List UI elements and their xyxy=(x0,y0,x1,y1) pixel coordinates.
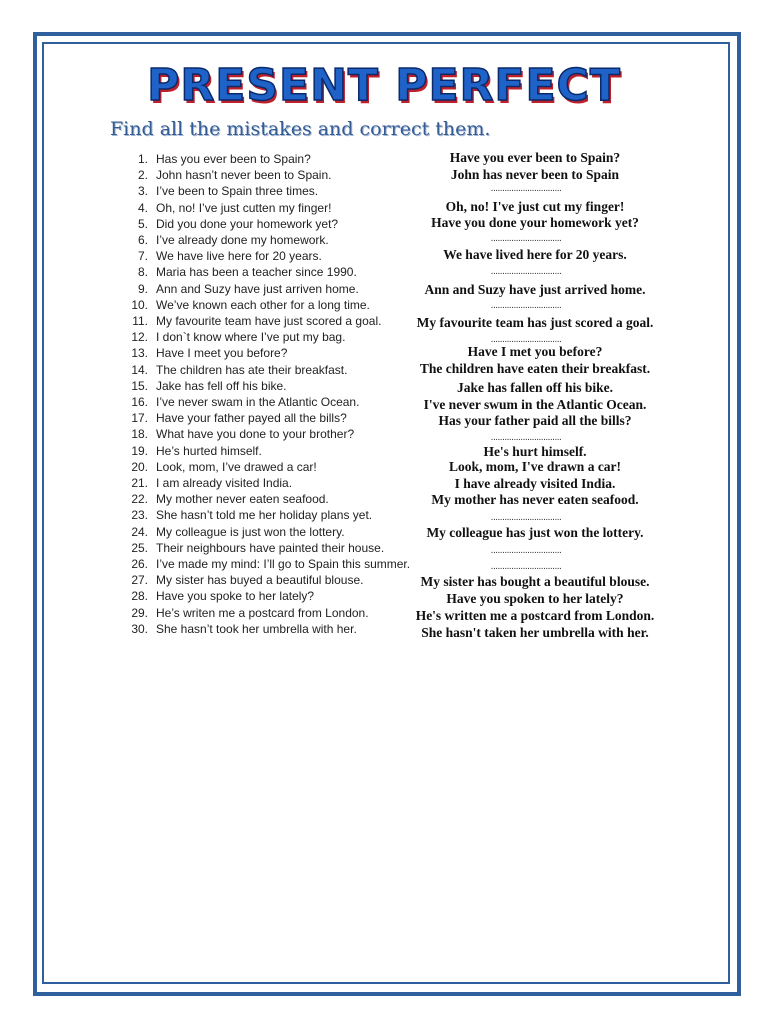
sentence-number: 3. xyxy=(137,184,148,199)
sentence-item xyxy=(122,168,331,182)
sentence-item xyxy=(122,282,359,296)
sentence-number: 28. xyxy=(131,589,148,604)
sentence-number: 21. xyxy=(131,476,148,490)
sentence-text: Look, mom, I’ve drawed a car! xyxy=(156,459,317,474)
sentence-item xyxy=(122,427,354,441)
sentence-text: We have live here for 20 years. xyxy=(156,249,322,264)
sentence-text: Oh, no! I’ve just cutten my finger! xyxy=(156,200,332,215)
sentence-number: 2. xyxy=(137,168,148,183)
corrected-answer: Ann and Suzy have just arrived home. xyxy=(424,282,646,297)
sentence-number: 18. xyxy=(131,427,148,442)
sentence-text: My mother never eaten seafood. xyxy=(156,492,329,507)
sentence-item xyxy=(122,525,345,539)
answer-blank-line: ............................... xyxy=(490,183,562,194)
sentence-text: Their neighbours have painted their house. xyxy=(156,540,385,555)
sentence-number: 12. xyxy=(131,330,148,345)
sentence-item xyxy=(122,460,317,474)
corrected-answer: Has your father paid all the bills? xyxy=(438,413,632,428)
sentence-text: I don`t know where I’ve put my bag. xyxy=(156,330,346,345)
answer-blank-line: ............................... xyxy=(490,233,562,244)
corrected-answer: I have already visited India. xyxy=(454,476,616,491)
sentence-text: Maria has been a teacher since 1990. xyxy=(156,265,357,280)
sentence-text: Have your father payed all the bills? xyxy=(156,411,347,426)
sentence-item xyxy=(122,492,329,506)
sentence-number: 27. xyxy=(131,573,148,588)
corrected-answer: We have lived here for 20 years. xyxy=(443,247,627,262)
sentence-number: 30. xyxy=(131,621,148,636)
worksheet-title: PRESENT PERFECT xyxy=(147,60,621,111)
corrected-answer: My favourite team has just scored a goal. xyxy=(416,315,654,330)
corrected-answer: John has never been to Spain xyxy=(450,167,620,182)
sentence-number: 11. xyxy=(132,314,148,328)
sentence-item xyxy=(122,508,372,522)
corrected-answer: I've never swum in the Atlantic Ocean. xyxy=(423,397,647,412)
sentence-item xyxy=(122,573,363,587)
sentence-text: We’ve known each other for a long time. xyxy=(156,297,370,312)
sentence-item xyxy=(122,346,287,360)
sentence-text: What have you done to your brother? xyxy=(156,427,355,442)
sentence-item xyxy=(122,541,384,555)
sentence-text: I am already visited India. xyxy=(156,476,293,490)
corrected-answer: My mother has never eaten seafood. xyxy=(431,492,639,507)
sentence-text: Ann and Suzy have just arriven home. xyxy=(156,281,359,296)
corrected-answer: My colleague has just won the lottery. xyxy=(426,525,644,540)
sentence-text: My favourite team have just scored a goal. xyxy=(156,314,382,328)
sentence-item xyxy=(122,265,357,279)
sentence-number: 13. xyxy=(131,346,148,361)
sentence-text: Jake has fell off his bike. xyxy=(156,378,287,393)
sentence-number: 9. xyxy=(137,281,148,296)
sentence-text: My sister has buyed a beautiful blouse. xyxy=(156,573,364,588)
sentence-number: 16. xyxy=(131,395,148,409)
sentence-text: Did you done your homework yet? xyxy=(156,216,339,231)
corrected-answer: He's written me a postcard from London. xyxy=(415,608,655,623)
sentence-item xyxy=(122,201,331,215)
sentence-item xyxy=(122,314,381,328)
corrected-answer: He's hurt himself. xyxy=(483,444,587,459)
sentence-number: 29. xyxy=(131,605,148,620)
sentence-item xyxy=(122,411,347,425)
answer-blank-line: ............................... xyxy=(490,266,562,277)
sentence-number: 26. xyxy=(131,557,148,571)
sentence-number: 20. xyxy=(131,459,148,474)
corrected-answer: Have I met you before? xyxy=(467,344,603,359)
corrected-answer: Oh, no! I've just cut my finger! xyxy=(445,199,625,214)
sentence-number: 25. xyxy=(131,540,148,555)
sentence-number: 6. xyxy=(137,233,148,247)
sentence-number: 24. xyxy=(131,524,148,539)
corrected-answer: The children have eaten their breakfast. xyxy=(419,361,651,376)
answer-blank-line: ............................... xyxy=(490,300,562,311)
sentence-number: 4. xyxy=(137,200,148,215)
sentence-item xyxy=(122,363,347,377)
sentence-item xyxy=(122,217,338,231)
sentence-item xyxy=(122,395,359,409)
corrected-answer: My sister has bought a beautiful blouse. xyxy=(420,574,650,589)
sentence-number: 10. xyxy=(131,297,148,312)
sentence-text: Have I meet you before? xyxy=(156,346,288,361)
answer-blank-line: ............................... xyxy=(490,334,562,345)
corrected-answer: She hasn't taken her umbrella with her. xyxy=(421,625,649,640)
corrected-answer: Have you spoken to her lately? xyxy=(446,591,624,606)
corrected-answer: Look, mom, I've drawn a car! xyxy=(448,459,622,474)
sentence-text: She hasn’t told me her holiday plans yet. xyxy=(156,508,373,523)
sentence-text: The children has ate their breakfast. xyxy=(156,362,348,377)
sentence-item xyxy=(122,184,318,198)
sentence-text: I’ve already done my homework. xyxy=(156,233,329,247)
corrected-answer: Jake has fallen off his bike. xyxy=(456,380,614,395)
sentence-item xyxy=(122,557,410,571)
answer-blank-line: ............................... xyxy=(490,545,562,556)
sentence-number: 17. xyxy=(131,411,148,426)
sentence-item xyxy=(122,233,329,247)
sentence-item xyxy=(122,152,311,166)
sentence-number: 14. xyxy=(131,362,148,377)
sentence-number: 19. xyxy=(131,443,148,458)
sentence-item xyxy=(122,330,345,344)
sentence-number: 1. xyxy=(137,152,148,166)
sentence-item xyxy=(122,589,314,603)
sentence-item xyxy=(122,298,370,312)
sentence-text: He’s writen me a postcard from London. xyxy=(156,605,369,620)
answer-blank-line: ............................... xyxy=(490,432,562,443)
sentence-text: Have you spoke to her lately? xyxy=(156,589,315,604)
sentence-item xyxy=(122,622,357,636)
sentence-text: My colleague is just won the lottery. xyxy=(156,524,345,539)
corrected-answer: Have you ever been to Spain? xyxy=(449,150,621,165)
sentence-number: 5. xyxy=(137,216,148,231)
sentence-text: Has you ever been to Spain? xyxy=(156,152,311,166)
sentence-item xyxy=(122,476,292,490)
sentence-number: 8. xyxy=(137,265,148,280)
sentence-text: I’ve been to Spain three times. xyxy=(156,184,319,199)
sentence-text: She hasn’t took her umbrella with her. xyxy=(156,621,357,636)
sentence-number: 7. xyxy=(137,249,148,264)
sentence-text: John hasn’t never been to Spain. xyxy=(156,168,332,183)
sentence-item xyxy=(122,249,322,263)
answer-blank-line: ............................... xyxy=(490,561,562,572)
answer-blank-line: ............................... xyxy=(490,512,562,523)
worksheet-instructions: Find all the mistakes and correct them. xyxy=(110,118,491,140)
sentence-item xyxy=(122,606,369,620)
sentence-text: He’s hurted himself. xyxy=(156,443,262,458)
sentence-number: 22. xyxy=(131,492,148,507)
corrected-answer: Have you done your homework yet? xyxy=(431,215,639,230)
sentence-text: I’ve made my mind: I’ll go to Spain this summer. xyxy=(156,557,411,571)
sentence-item xyxy=(122,444,262,458)
sentence-text: I’ve never swam in the Atlantic Ocean. xyxy=(156,395,360,409)
sentence-item xyxy=(122,379,287,393)
sentence-number: 15. xyxy=(131,378,148,393)
sentence-number: 23. xyxy=(131,508,148,523)
